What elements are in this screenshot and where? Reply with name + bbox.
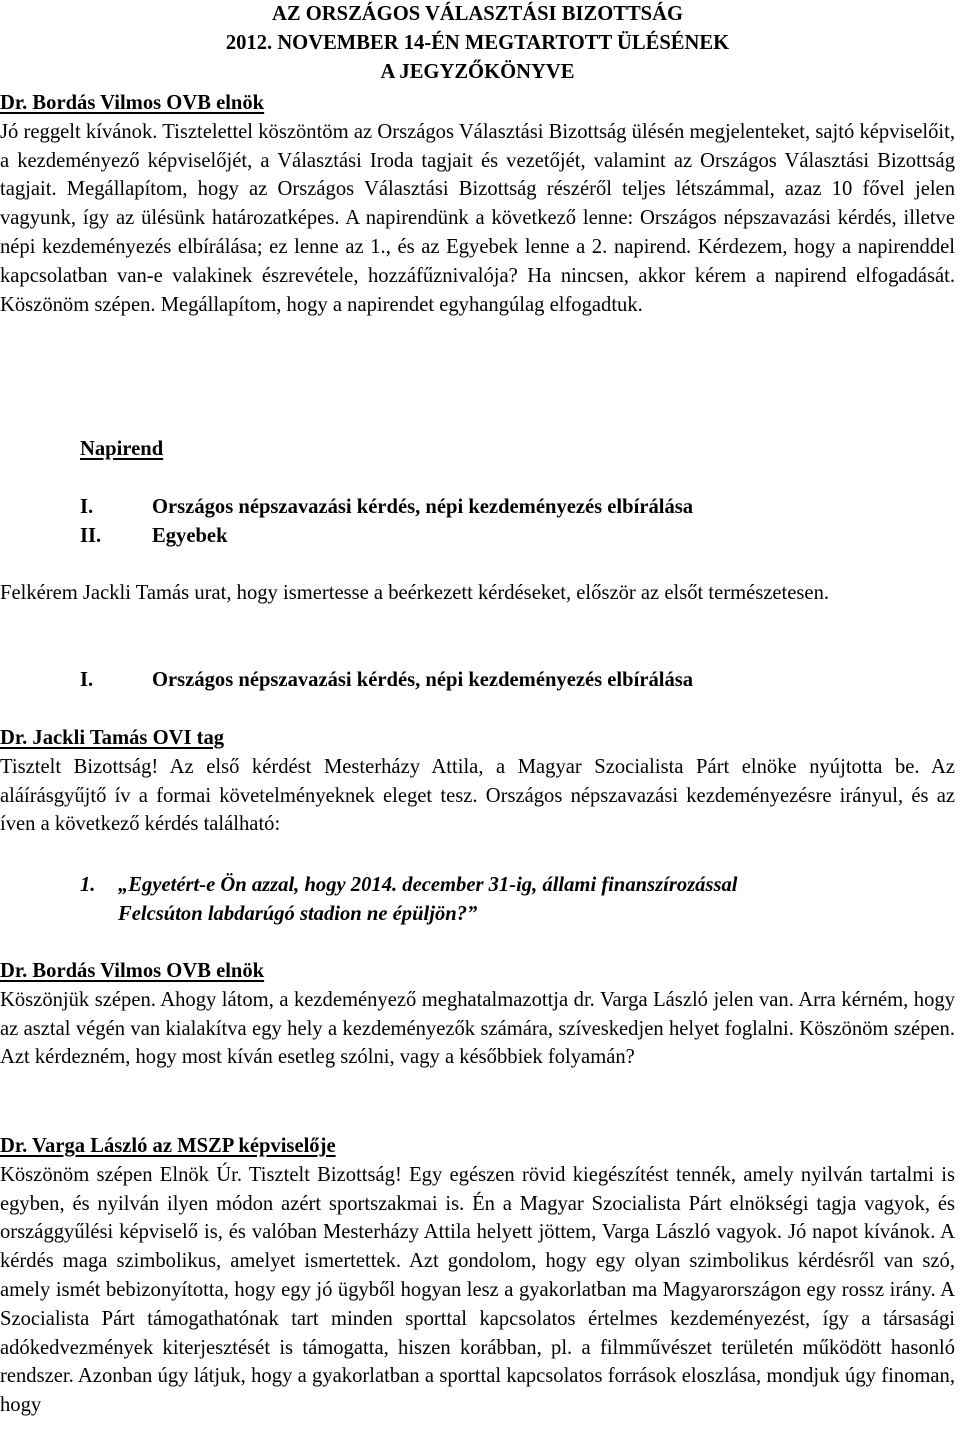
document-header <box>0 0 955 86</box>
section-jackli <box>0 724 955 839</box>
paragraph: Köszönöm szépen Elnök Úr. Tisztelt Bizottság! Egy egészen rövid kiegészítést tennék, amely nyilván tartalmi is egyben, és nyilván ilyen módon azért sportszakmai is. Én a Magyar Szocialista Párt elnökségi tagja vagyok, és országgyűlési képviselő is, és valóban Mesterházy Attila helyett jöttem, Varga László vagyok. Jó napot kívánok. A kérdés maga szimbolikus, amelyet ismertettek. Azt gondolom, hogy egy olyan szimbolikus kérdésről van szó, amely ismét bebizonyította, hogy egy jó ügyből hogyan lesz a gyakorlatban ma Magyarországon egy rossz irány. A Szocialista Párt támogathatónak tart minden sporttal kapcsolatos értelmes kezdeményezést, így a társasági adókedvezmények kiterjesztését is támogatta, hiszen korábban, pl. a filmművészet területén működött hasonló rendszer. Azonban úgy látjuk, hogy a gyakorlatban a sporttal kapcsolatos források eloszlása, mondjuk úgy finoman, hogy <box>0 1163 955 1417</box>
speaker-heading: Dr. Varga László az MSZP képviselője <box>0 1135 336 1157</box>
section-varga <box>0 1132 955 1420</box>
paragraph: Köszönjük szépen. Ahogy látom, a kezdeményező meghatalmazottja dr. Varga László jelen van. Arra kérném, hogy az asztal végén van kialakítva egy hely a kezdeményezők számára, szíveskedjen helyet foglalni. Köszönöm szépen. Azt kérdezném, hogy most kíván esetleg szólni, vagy a későbbiek folyamán? <box>0 988 955 1069</box>
question-line-1: „Egyetért-e Ön azzal, hogy 2014. december 31-ig, állami finanszírozással <box>118 874 738 896</box>
paragraph: Jó reggelt kívánok. Tisztelettel köszöntöm az Országos Választási Bizottság ülésén megjelenteket, sajtó képviselőit, a kezdeményező képviselőjét, a Választási Iroda tagjait és vezetőjét, valamint az Országos Választási Bizottság tagjait. Megállapítom, hogy az Országos Választási Bizottság részéről teljes létszámmal, azaz 10 fővel jelen vagyunk, így az ülésünk határozatképes. A napirendünk a következő lenne: Országos népszavazási kérdés, illetve népi kezdeményezés elbírálása; ez lenne az 1., és az Egyebek lenne a 2. napirend. Kérdezem, hogy a napirenddel kapcsolatban van-e valakinek észrevétele, hozzáfűznivalója? Ha nincsen, akkor kérem a napirend elfogadását. Köszönöm szépen. Megállapítom, hogy a napirendet egyhangúlag elfogadtuk. <box>0 120 955 316</box>
header-title-line-1: AZ ORSZÁGOS VÁLASZTÁSI BIZOTTSÁG <box>271 3 684 25</box>
topic-text: Országos népszavazási kérdés, népi kezdeményezés elbírálása <box>152 669 694 691</box>
header-title-line-3: A JEGYZŐKÖNYVE <box>380 60 575 83</box>
agenda-item-2 <box>80 522 228 551</box>
agenda-item-text: Egyebek <box>152 525 228 547</box>
agenda-item-number: I. <box>80 496 94 518</box>
paragraph: Tisztelt Bizottság! Az első kérdést Mesterházy Attila, a Magyar Szocialista Párt elnöke nyújtotta be. Az aláírásgyűjtő ív a formai követelményeknek eleget tesz. Országos népszavazási kezdeményezésre irányul, és az íven a következő kérdés található: <box>0 755 955 836</box>
request-paragraph: Felkérem Jackli Tamás urat, hogy ismertesse a beérkezett kérdéseket, először az elsőt természetesen. <box>0 582 830 604</box>
agenda-item-text: Országos népszavazási kérdés, népi kezdeményezés elbírálása <box>152 496 694 518</box>
speaker-heading: Dr. Bordás Vilmos OVB elnök <box>0 960 265 982</box>
topic-number: I. <box>80 669 94 691</box>
agenda-heading: Napirend <box>80 438 164 460</box>
question-line-2: Felcsúton labdarúgó stadion ne épüljön?” <box>118 903 478 925</box>
header-title-line-2: 2012. NOVEMBER 14-ÉN MEGTARTOTT ÜLÉSÉNEK <box>225 31 730 54</box>
section-chairman-response <box>0 957 955 1072</box>
speaker-heading: Dr. Bordás Vilmos OVB elnök <box>0 92 265 114</box>
question-number: 1. <box>80 874 96 896</box>
agenda-item-number: II. <box>80 525 102 547</box>
speaker-heading: Dr. Jackli Tamás OVI tag <box>0 727 225 749</box>
topic-heading <box>80 666 693 695</box>
agenda-item-1 <box>80 493 693 522</box>
section-chairman-opening <box>0 89 955 319</box>
